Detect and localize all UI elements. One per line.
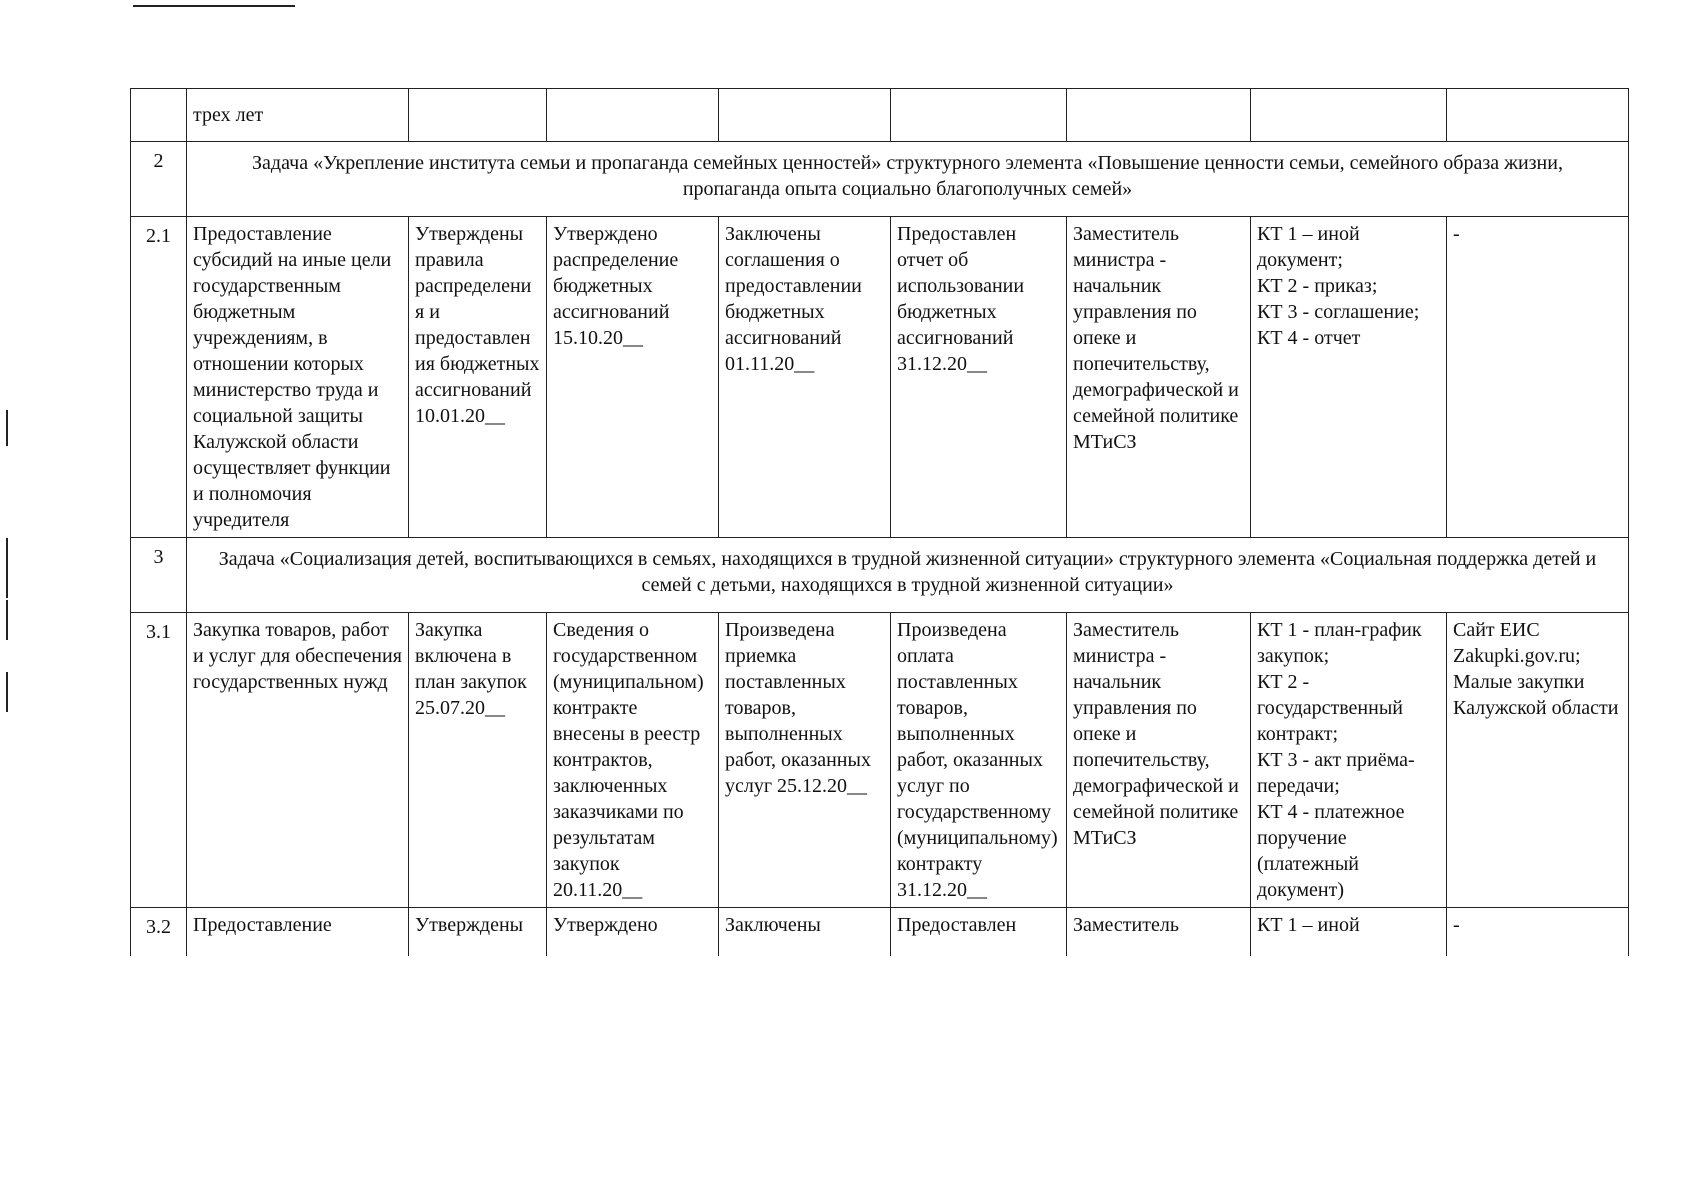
responsible-cell: Заместитель министра - начальник управления по опеке и попечительству, демографической и семейной политике МТиСЗ	[1067, 613, 1251, 908]
empty-cell	[547, 89, 719, 142]
margin-mark	[6, 410, 8, 446]
margin-mark	[6, 600, 8, 640]
responsible-cell: Заместитель министра - начальник управления по опеке и попечительству, демографической и семейной политике МТиСЗ	[1067, 217, 1251, 538]
responsible-cell: Заместитель	[1067, 908, 1251, 957]
margin-mark	[6, 672, 8, 712]
empty-cell	[891, 89, 1067, 142]
information-system-cell: -	[1447, 908, 1629, 957]
empty-cell	[1067, 89, 1251, 142]
task-title-cell: Задача «Социализация детей, воспитывающихся в семьях, находящихся в трудной жизненной ситуации» структурного элемента «Социальная поддержка детей и семей с детьми, находящихся в трудной жизненной ситуации»	[187, 538, 1629, 613]
control-point-2-cell: Сведения о государственном (муниципальном) контракте внесены в реестр контрактов, заключенных заказчиками по результатам закупок 20.11.20__	[547, 613, 719, 908]
margin-mark	[6, 538, 8, 598]
event-cell: Закупка товаров, работ и услуг для обеспечения государственных нужд	[187, 613, 409, 908]
empty-cell	[1251, 89, 1447, 142]
empty-cell	[719, 89, 891, 142]
document-type-cell: КТ 1 – иной	[1251, 908, 1447, 957]
row-number-cell	[131, 89, 187, 142]
control-point-4-cell: Предоставлен отчет об использовании бюджетных ассигнований 31.12.20__	[891, 217, 1067, 538]
document-type-cell: КТ 1 - план-график закупок; КТ 2 - государственный контракт; КТ 3 - акт приёма-передачи; КТ 4 - платежное поручение (платежный документ)	[1251, 613, 1447, 908]
information-system-cell: -	[1447, 217, 1629, 538]
task-title-cell: Задача «Укрепление института семьи и пропаганда семейных ценностей» структурного элемента «Повышение ценности семьи, семейного образа жизни, пропаганда опыта социально благополучных семей»	[187, 142, 1629, 217]
information-system-cell: Сайт ЕИС Zakupki.gov.ru; Малые закупки Калужской области	[1447, 613, 1629, 908]
row-number-cell: 2	[131, 142, 187, 217]
control-point-1-cell: Утверждены	[409, 908, 547, 957]
table-row	[131, 613, 1629, 908]
task-row	[131, 538, 1629, 613]
table-row	[131, 217, 1629, 538]
control-point-1-cell: Закупка включена в план закупок 25.07.20__	[409, 613, 547, 908]
empty-cell	[1447, 89, 1629, 142]
row-number-cell: 3.2	[131, 908, 187, 957]
top-rule	[133, 5, 295, 7]
event-cell: трех лет	[187, 89, 409, 142]
control-point-1-cell: Утверждены правила распределения и предоставления бюджетных ассигнований 10.01.20__	[409, 217, 547, 538]
row-number-cell: 3.1	[131, 613, 187, 908]
control-point-3-cell: Произведена приемка поставленных товаров, выполненных работ, оказанных услуг 25.12.20__	[719, 613, 891, 908]
control-point-2-cell: Утверждено распределение бюджетных ассигнований 15.10.20__	[547, 217, 719, 538]
control-point-4-cell: Предоставлен	[891, 908, 1067, 957]
control-point-3-cell: Заключены	[719, 908, 891, 957]
control-point-4-cell: Произведена оплата поставленных товаров, выполненных работ, оказанных услуг по государственному (муниципальному) контракту 31.12.20__	[891, 613, 1067, 908]
task-row	[131, 142, 1629, 217]
control-points-table	[130, 88, 1629, 956]
row-number-cell: 2.1	[131, 217, 187, 538]
control-point-3-cell: Заключены соглашения о предоставлении бюджетных ассигнований 01.11.20__	[719, 217, 891, 538]
event-cell: Предоставление	[187, 908, 409, 957]
empty-cell	[409, 89, 547, 142]
row-number-cell: 3	[131, 538, 187, 613]
event-cell: Предоставление субсидий на иные цели государственным бюджетным учреждениям, в отношении которых министерство труда и социальной защиты Калужской области осуществляет функции и полномочия учредителя	[187, 217, 409, 538]
table-row	[131, 89, 1629, 142]
document-type-cell: КТ 1 – иной документ; КТ 2 - приказ; КТ 3 - соглашение; КТ 4 - отчет	[1251, 217, 1447, 538]
table-row	[131, 908, 1629, 957]
control-point-2-cell: Утверждено	[547, 908, 719, 957]
